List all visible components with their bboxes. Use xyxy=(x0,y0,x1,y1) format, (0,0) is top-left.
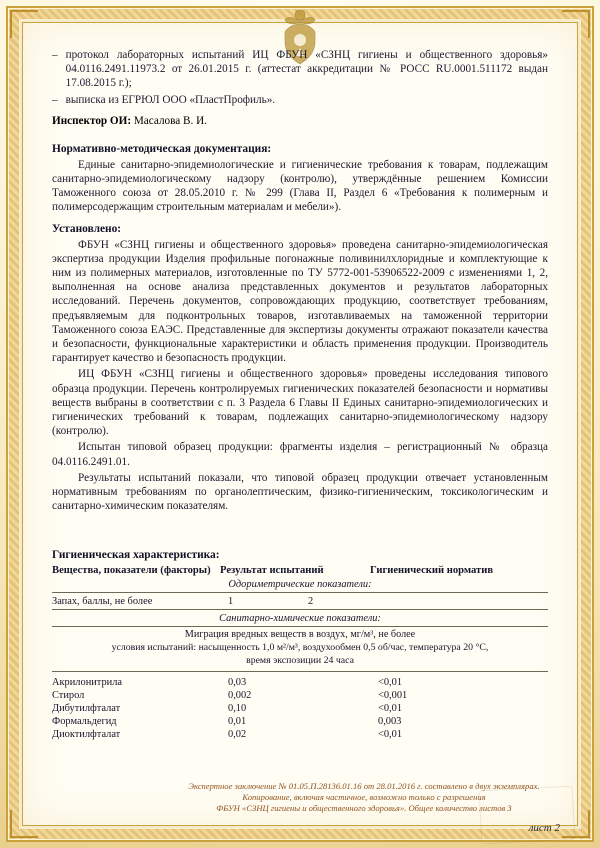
list-item-text: протокол лабораторных испытаний ИЦ ФБУН «СЗНЦ гигиены и общественного здоровья» 04.0116.2491.11973.2 от 26.01.2015 г. (аттестат аккредитации № РОСС RU.0001.511172 выдан 17.08.2015 г.); xyxy=(65,49,548,90)
established-section-title: Установлено: xyxy=(52,222,122,235)
column-header-result: Результат испытаний xyxy=(220,565,324,577)
conditions-line-2: условия испытаний: насыщенность 1,0 м²/м³, воздухообмен 0,5 об/час, температура 20 °С, xyxy=(111,642,489,654)
divider xyxy=(52,626,548,627)
document-content xyxy=(52,48,548,804)
conditions-line-3: время экспозиции 24 часа xyxy=(246,654,354,666)
normative-text: Единые санитарно-эпидемиологические и гигиенические требования к товарам, подлежащим санитарно-эпидемиологическому надзору (контролю), утверждённые решением Комиссии Таможенного союза от 28.05.2010 г. № 299 (Глава II, Раздел 6 «Требования к полимерным и полимерсодержащим строительным материалам и мебели»). xyxy=(52,158,548,214)
footer-line-1: Экспертное заключение № 01.05.П.28136.01.16 от 28.01.2016 г. составлено в двух экземплярах. xyxy=(188,781,540,791)
table-row xyxy=(52,689,548,702)
group2-conditions xyxy=(52,629,548,667)
row-norm: <0,001 xyxy=(378,690,408,702)
row-result: 0,01 xyxy=(228,716,247,728)
footer-line-3: ФБУН «СЗНЦ гигиены и общественного здоровья». Общее количество листов 3 xyxy=(216,803,512,813)
divider xyxy=(52,671,548,672)
list-bullet: – xyxy=(52,49,58,61)
group-title-odorimetric: Одориметрические показатели: xyxy=(228,579,372,591)
list-item xyxy=(52,48,548,91)
row-result: 0,002 xyxy=(228,690,252,702)
list-bullet: – xyxy=(52,93,58,106)
top-items-list xyxy=(52,48,548,107)
inspector-value: Масалова В. И. xyxy=(133,114,207,127)
table-row xyxy=(52,715,548,728)
corner-ornament-bottom-left xyxy=(10,810,38,838)
row-name: Дибутилфталат xyxy=(52,703,121,715)
row-norm: <0,01 xyxy=(378,729,403,741)
divider xyxy=(52,592,548,593)
inspector-line xyxy=(52,115,548,127)
table-row xyxy=(52,702,548,715)
row-name: Формальдегид xyxy=(52,716,117,728)
table-row xyxy=(52,676,548,689)
row-result: 0,03 xyxy=(228,677,247,689)
hygienic-table xyxy=(52,565,548,741)
list-item xyxy=(52,93,548,107)
table-row xyxy=(52,595,548,608)
stamp-watermark xyxy=(479,786,576,845)
row-result: 0,02 xyxy=(228,729,247,741)
established-paragraph-3: Испытан типовой образец продукции: фрагменты изделия – регистрационный № образца 04.0116.2491.01. xyxy=(52,441,548,468)
sheet-number: лист 2 xyxy=(528,822,560,834)
row-norm: <0,01 xyxy=(378,703,403,715)
row-norm: <0,01 xyxy=(378,677,403,689)
table-row xyxy=(52,728,548,741)
row-name: Акрилонитрила xyxy=(52,677,123,689)
row-norm: 2 xyxy=(308,596,314,608)
established-paragraph-4: Результаты испытаний показали, что типовой образец продукции отвечает установленным нормативным требованиям по органолептическим, физико-гигиеническим, токсикологическим и санитарно-химическим показателям. xyxy=(52,471,548,513)
row-result: 0,10 xyxy=(228,703,247,715)
established-paragraph-1: ФБУН «СЗНЦ гигиены и общественного здоровья» проведена санитарно-эпидемиологическая экспертиза продукции Изделия профильные погонажные поливинилхлоридные и комплектующие к ним из полимерных материалов, изготовленные по ТУ 5772-001-53906522-2009 с изменениями 1, 2, выполненная на основе анализа представленных документов и результатов лабораторных исследований. Перечень документов, сопровождающих продукцию, соответствует требованиям, предъявляемым для подконтрольных товаров, изготавливаемых на таможенной территории Таможенного союза ЕАЭС. Представленные для экспертизы документы отражают показатели качества и безопасности, функциональные характеристики и область применения продукции. Производитель гарантирует качество и безопасность продукции. xyxy=(52,238,548,365)
corner-ornament-top-right xyxy=(562,10,590,38)
group-title-sanitary-chemical: Санитарно-химические показатели: xyxy=(219,613,381,625)
row-result: 1 xyxy=(228,596,234,608)
row-name: Стирол xyxy=(52,690,85,702)
inspector-label: Инспектор ОИ: xyxy=(52,114,132,127)
established-paragraph-2: ИЦ ФБУН «СЗНЦ гигиены и общественного здоровья» проведены исследования типового образца продукции. Перечень контролируемых гигиенических показателей безопасности и нормативы веществ выбраны в соответствии с п. 3 Раздела 6 Главы II Единых санитарно-эпидемиологических и гигиенических требований к товарам, подлежащих санитарно-эпидемиологическому надзору (контролю). xyxy=(52,368,548,438)
divider xyxy=(52,609,548,610)
column-header-substance: Вещества, показатели (факторы) xyxy=(52,565,211,577)
corner-ornament-top-left xyxy=(10,10,38,38)
row-name: Диоктилфталат xyxy=(52,729,121,741)
footer-line-2: Копирование, включая частичное, возможно только с разрешения xyxy=(242,792,486,802)
row-norm: 0,003 xyxy=(378,716,402,728)
hygienic-section-title: Гигиеническая характеристика: xyxy=(52,549,220,562)
substance-rows xyxy=(52,676,548,741)
conditions-line-1: Миграция вредных веществ в воздух, мг/м³, не более xyxy=(184,629,416,641)
column-header-norm: Гигиенический норматив xyxy=(370,565,494,577)
list-item-text: выписка из ЕГРЮЛ ООО «ПластПрофиль». xyxy=(65,93,276,106)
table-header-row xyxy=(52,565,548,576)
row-name: Запах, баллы, не более xyxy=(52,596,153,608)
normative-section-title: Нормативно-методическая документация: xyxy=(52,142,272,155)
